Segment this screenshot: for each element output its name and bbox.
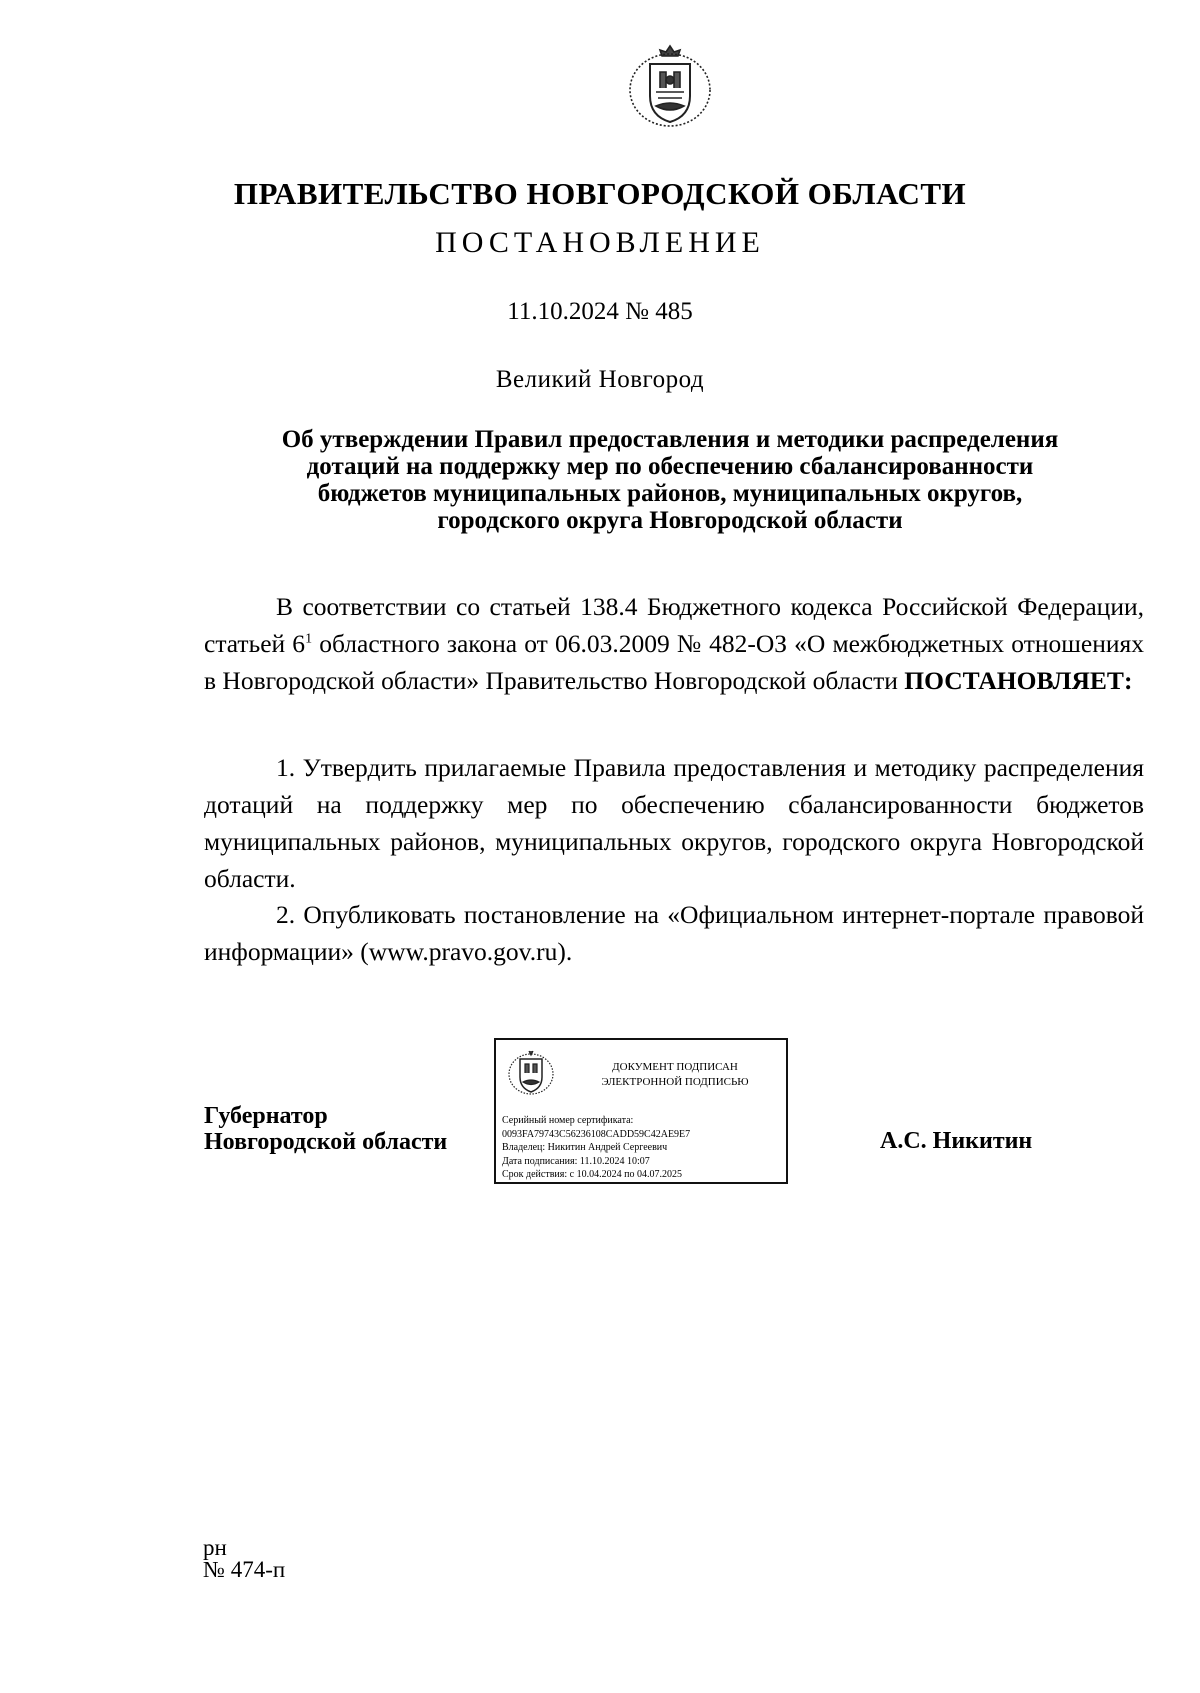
certificate-serial: 0093FA79743C56236108CADD59C42AE9E7	[502, 1128, 691, 1140]
signing-date: Дата подписания: 11.10.2024 10:07	[502, 1155, 650, 1167]
preamble-paragraph	[204, 588, 1144, 699]
position-line: Новгородской области	[204, 1129, 448, 1155]
resolves-keyword: ПОСТАНОВЛЯЕТ:	[904, 666, 1133, 695]
coat-of-arms-icon	[626, 42, 714, 130]
coat-of-arms-icon	[507, 1048, 555, 1096]
stamp-heading-line: ЭЛЕКТРОННОЙ ПОДПИСЬЮ	[601, 1076, 749, 1088]
title-line: Об утверждении Правил предоставления и методики распределения	[281, 426, 1059, 453]
organization-name: ПРАВИТЕЛЬСТВО НОВГОРОДСКОЙ ОБЛАСТИ	[233, 176, 967, 211]
internal-number: № 474-п	[203, 1557, 286, 1582]
certificate-owner: Владелец: Никитин Андрей Сергеевич	[502, 1142, 668, 1153]
title-line: городского округа Новгородской области	[437, 507, 903, 534]
preamble-text: В соответствии со статьей 138.4 Бюджетного кодекса Российской Федерации, статьей 6	[204, 592, 1144, 658]
stamp-heading-line: ДОКУМЕНТ ПОДПИСАН	[612, 1061, 738, 1073]
signatory-name: А.С. Никитин	[880, 1128, 1033, 1154]
document-title	[205, 426, 1135, 534]
document-type: ПОСТАНОВЛЕНИЕ	[435, 226, 765, 259]
preamble-text-cont: областного закона от 06.03.2009 № 482-ОЗ «О межбюджетных отношениях в Новгородской области» Правительство Новгородской области	[204, 629, 1144, 695]
executor-initials: рн	[203, 1535, 227, 1560]
executor-note	[203, 1537, 285, 1581]
stamp-heading	[572, 1060, 778, 1090]
electronic-signature-stamp	[494, 1038, 788, 1184]
superscript: 1	[305, 631, 313, 647]
document-date-number: 11.10.2024 № 485	[507, 298, 693, 325]
certificate-validity: Срок действия: с 10.04.2024 по 04.07.2025	[502, 1169, 682, 1180]
signatory-position	[204, 1103, 447, 1155]
clause-2-paragraph: 2. Опубликовать постановление на «Официальном интернет-портале правовой информации» (www.pravo.gov.ru).	[204, 900, 1144, 966]
position-line: Губернатор	[204, 1103, 328, 1129]
document-city: Великий Новгород	[495, 366, 705, 393]
certificate-serial-label: Серийный номер сертификата:	[502, 1115, 634, 1126]
clause-1-paragraph: 1. Утвердить прилагаемые Правила предоставления и методику распределения дотаций на поддержку мер по обеспечению сбалансированности бюджетов муниципальных районов, муниципальных округов, городского округа Новгородской области.	[204, 753, 1144, 893]
stamp-details	[502, 1114, 690, 1182]
title-line: бюджетов муниципальных районов, муниципальных округов,	[317, 480, 1023, 507]
title-line: дотаций на поддержку мер по обеспечению сбалансированности	[306, 453, 1034, 480]
